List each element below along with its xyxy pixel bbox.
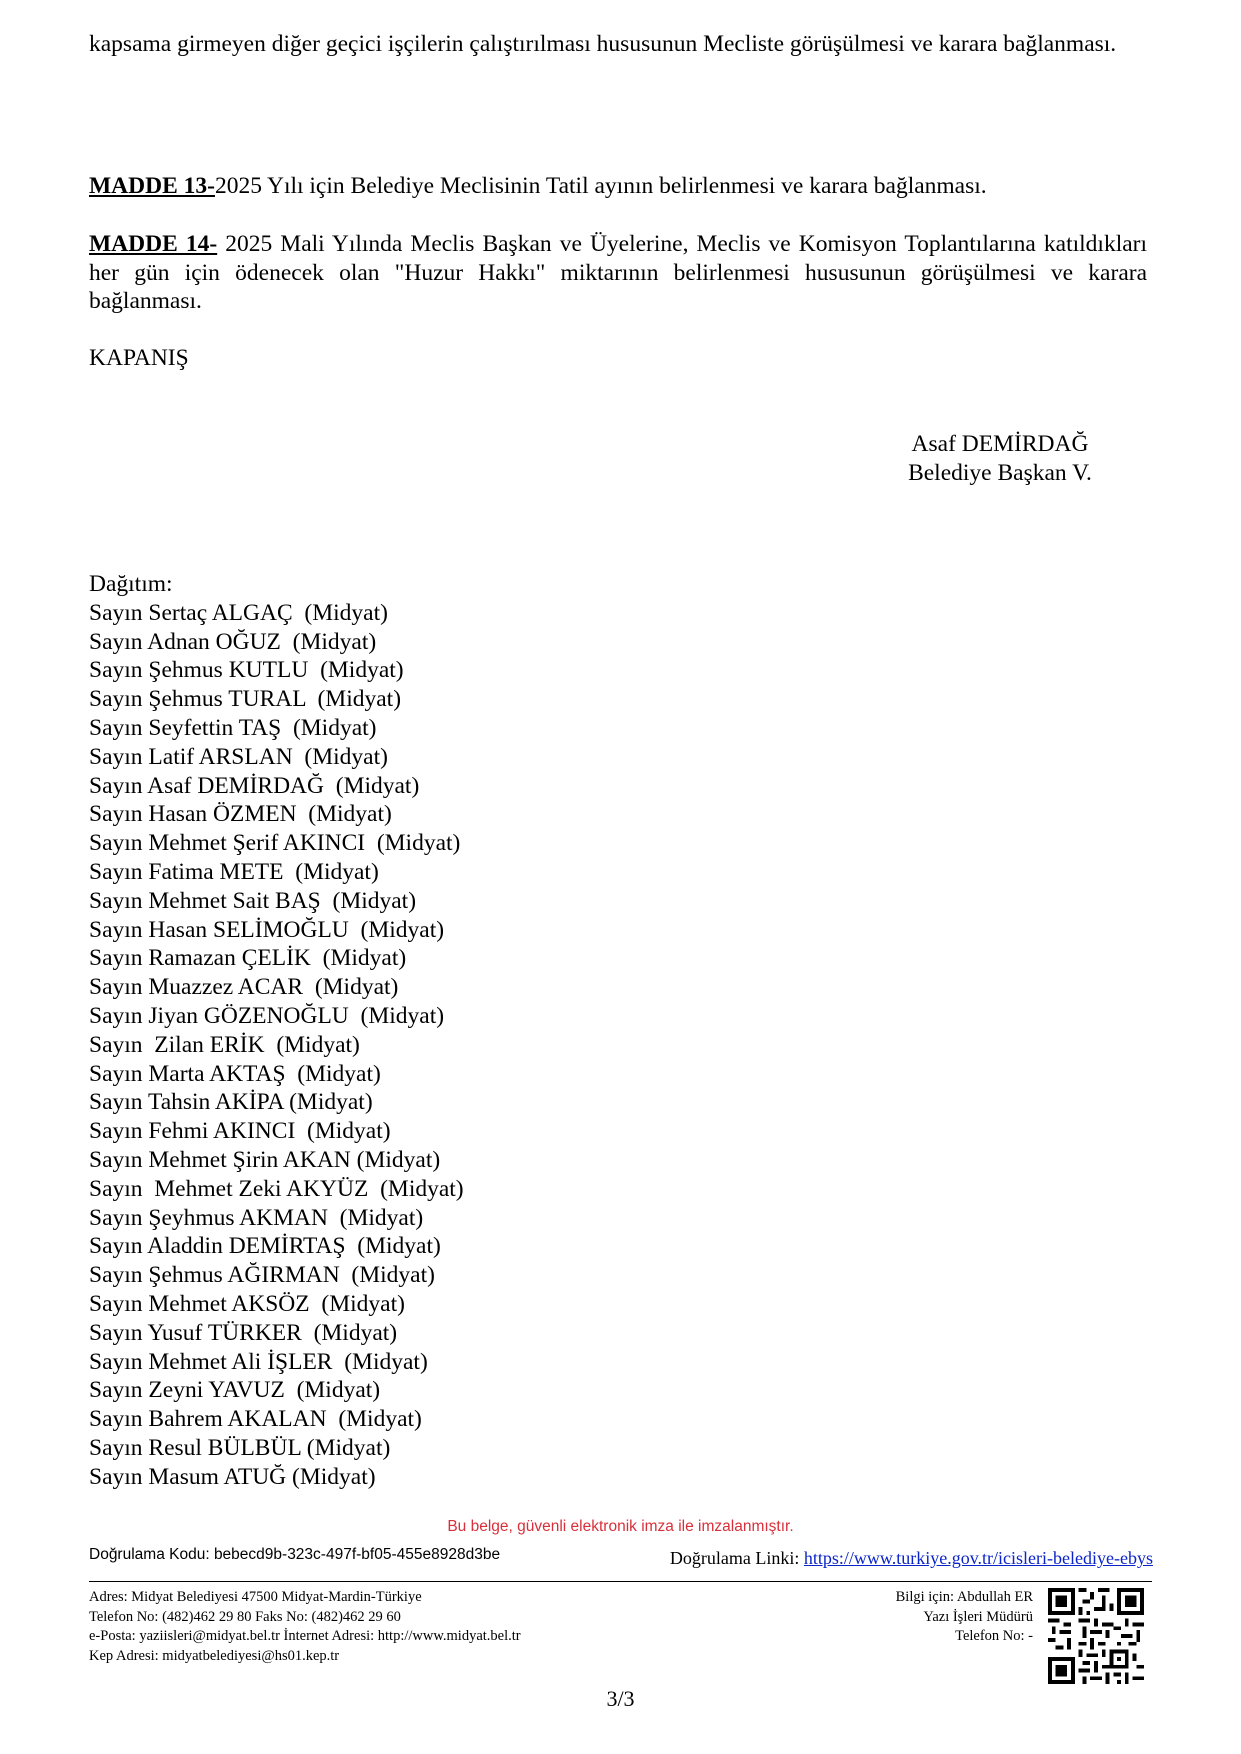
recipient-item: Sayın Şehmus TURAL (Midyat): [89, 686, 402, 713]
recipient-item: Sayın Şehmus AĞIRMAN (Midyat): [89, 1262, 435, 1289]
madde-14-label: MADDE 14-: [89, 231, 218, 257]
qr-code-icon: [1048, 1588, 1144, 1684]
recipient-item: Sayın Asaf DEMİRDAĞ (Midyat): [89, 772, 420, 799]
recipient-item: Sayın Yusuf TÜRKER (Midyat): [89, 1319, 398, 1346]
verification-code-label: Doğrulama Kodu:: [89, 1546, 210, 1563]
recipient-list: [89, 599, 464, 1492]
info-contact: Bilgi için: Abdullah ER: [895, 1589, 1033, 1605]
footer-email-web: e-Posta: yaziisleri@midyat.bel.tr İnternet Adresi: http://www.midyat.bel.tr: [89, 1628, 521, 1644]
recipient-item: Sayın Fatima METE (Midyat): [89, 858, 379, 885]
distribution-heading: Dağıtım:: [89, 571, 173, 597]
distribution-list: [89, 570, 464, 1492]
recipient-item: Sayın Mehmet Sait BAŞ (Midyat): [89, 887, 417, 914]
footer-phone-fax: Telefon No: (482)462 29 80 Faks No: (482)462 29 60: [89, 1608, 401, 1625]
info-phone: Telefon No: -: [955, 1628, 1033, 1644]
recipient-item: Sayın Şeyhmus AKMAN (Midyat): [89, 1204, 424, 1231]
verification-url-link[interactable]: https://www.turkiye.gov.tr/icisleri-belediye-ebys: [803, 1548, 1153, 1568]
footer-divider: [89, 1581, 1152, 1582]
recipient-item: Sayın Bahrem AKALAN (Midyat): [89, 1406, 422, 1433]
footer-kep: Kep Adresi: midyatbelediyesi@hs01.kep.tr: [89, 1647, 340, 1664]
recipient-item: Sayın Muazzez ACAR (Midyat): [89, 974, 399, 1001]
recipient-item: Sayın Tahsin AKİPA (Midyat): [89, 1089, 373, 1116]
recipient-item: Sayın Marta AKTAŞ (Midyat): [89, 1060, 381, 1087]
intro-paragraph: kapsama girmeyen diğer geçici işçilerin çalıştırılması hususunun Mecliste görüşülmesi ve karara bağlanması.: [89, 31, 1117, 57]
recipient-item: Sayın Resul BÜLBÜL (Midyat): [89, 1434, 391, 1461]
closing-heading: KAPANIŞ: [89, 345, 189, 371]
verification-link-label: Doğrulama Linki:: [669, 1548, 800, 1568]
verification-code: [89, 1546, 500, 1564]
recipient-item: Sayın Jiyan GÖZENOĞLU (Midyat): [89, 1002, 445, 1029]
verification-link: [670, 1548, 1153, 1569]
recipient-item: Sayın Hasan SELİMOĞLU (Midyat): [89, 916, 445, 943]
footer-contact: [89, 1588, 521, 1666]
recipient-item: Sayın Mehmet Ali İŞLER (Midyat): [89, 1348, 428, 1375]
madde-13-text: 2025 Yılı için Belediye Meclisinin Tatil ayının belirlenmesi ve karara bağlanması.: [214, 173, 987, 199]
recipient-item: Sayın Mehmet Şirin AKAN (Midyat): [89, 1146, 441, 1173]
esign-notice: Bu belge, güvenli elektronik imza ile imzalanmıştır.: [447, 1518, 794, 1535]
recipient-item: Sayın Latif ARSLAN (Midyat): [89, 743, 388, 770]
page-number: 3/3: [606, 1686, 635, 1711]
recipient-item: Sayın Zilan ERİK (Midyat): [89, 1031, 360, 1058]
recipient-item: Sayın Masum ATUĞ (Midyat): [89, 1463, 376, 1490]
signature-name: Asaf DEMİRDAĞ: [911, 431, 1089, 457]
recipient-item: Sayın Mehmet Zeki AKYÜZ (Midyat): [89, 1175, 464, 1202]
recipient-item: Sayın Aladdin DEMİRTAŞ (Midyat): [89, 1233, 441, 1260]
recipient-item: Sayın Sertaç ALGAÇ (Midyat): [89, 599, 388, 626]
recipient-item: Sayın Şehmus KUTLU (Midyat): [89, 657, 404, 684]
recipient-item: Sayın Mehmet AKSÖZ (Midyat): [89, 1290, 405, 1317]
verification-code-value: bebecd9b-323c-497f-bf05-455e8928d3be: [213, 1546, 501, 1563]
recipient-item: Sayın Zeyni YAVUZ (Midyat): [89, 1377, 381, 1404]
recipient-item: Sayın Ramazan ÇELİK (Midyat): [89, 945, 407, 972]
footer-info: [896, 1588, 1033, 1647]
recipient-item: Sayın Fehmi AKINCI (Midyat): [89, 1118, 391, 1145]
info-title: Yazı İşleri Müdürü: [923, 1608, 1033, 1625]
madde-13-paragraph: [89, 172, 1147, 201]
recipient-item: Sayın Seyfettin TAŞ (Midyat): [89, 714, 377, 741]
footer-address: Adres: Midyat Belediyesi 47500 Midyat-Mardin-Türkiye: [89, 1589, 422, 1605]
recipient-item: Sayın Hasan ÖZMEN (Midyat): [89, 801, 392, 828]
signature-title: Belediye Başkan V.: [908, 460, 1092, 486]
recipient-item: Sayın Adnan OĞUZ (Midyat): [89, 628, 377, 655]
madde-14-paragraph: [89, 230, 1147, 316]
madde-14-text: 2025 Mali Yılında Meclis Başkan ve Üyelerine, Meclis ve Komisyon Toplantılarına katıldıkları her gün için ödenecek olan "Huzur Hakkı" miktarının belirlenmesi hususunun görüşülmesi ve karara bağlanması.: [89, 231, 1148, 314]
madde-13-label: MADDE 13-: [89, 173, 215, 199]
recipient-item: Sayın Mehmet Şerif AKINCI (Midyat): [89, 830, 461, 857]
